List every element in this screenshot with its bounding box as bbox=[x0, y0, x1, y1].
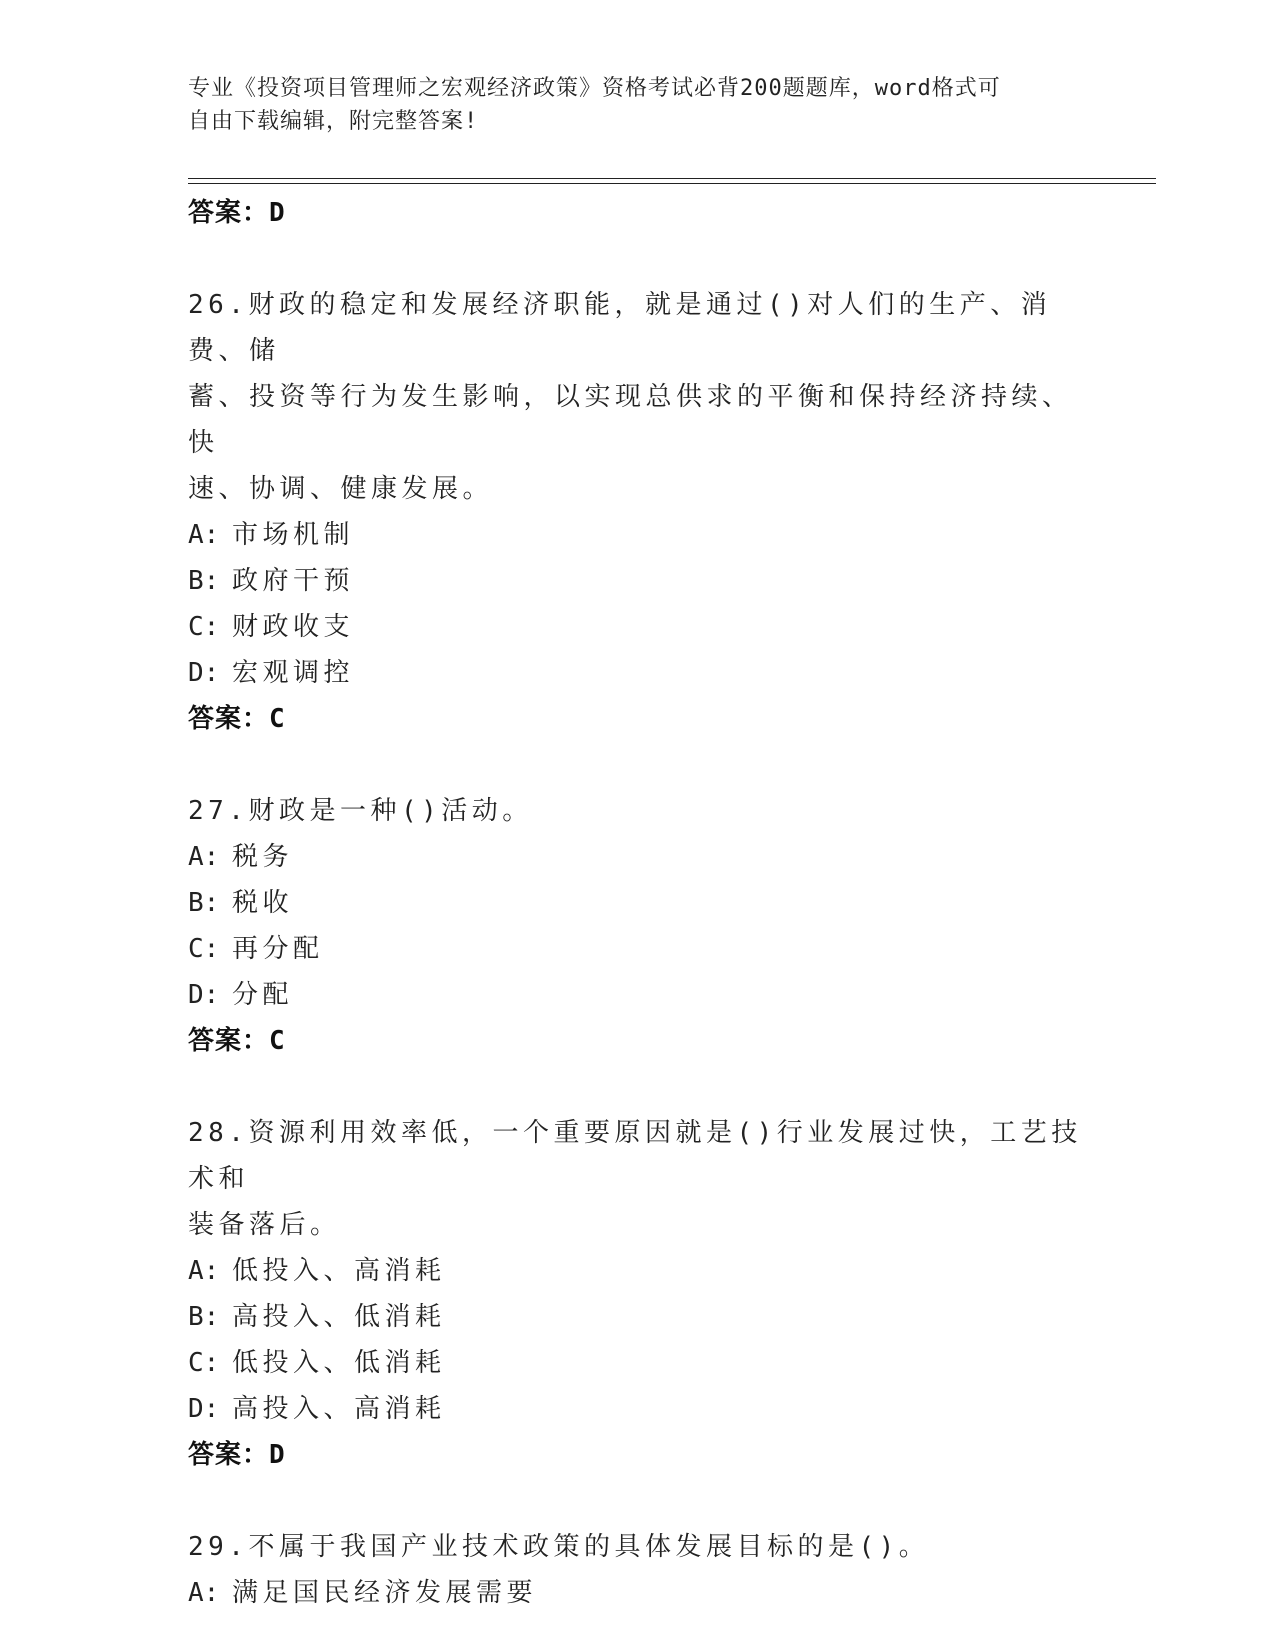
answer-line: 答案：D bbox=[188, 198, 286, 228]
option-key: B: bbox=[188, 888, 220, 918]
option-key: A: bbox=[188, 1578, 220, 1608]
option-c bbox=[188, 926, 1088, 972]
option-key: C: bbox=[188, 612, 220, 642]
question-26 bbox=[188, 282, 1088, 742]
option-b bbox=[188, 558, 1088, 604]
option-key: A: bbox=[188, 520, 220, 550]
option-d bbox=[188, 972, 1088, 1018]
option-text: 宏观调控 bbox=[232, 658, 355, 688]
option-a bbox=[188, 834, 1088, 880]
option-text: 满足国民经济发展需要 bbox=[232, 1578, 538, 1608]
stem-line: 速、协调、健康发展。 bbox=[188, 474, 494, 504]
option-key: A: bbox=[188, 842, 220, 872]
option-text: 财政收支 bbox=[232, 612, 355, 642]
question-29 bbox=[188, 1524, 1088, 1616]
option-key: C: bbox=[188, 934, 220, 964]
question-stem bbox=[188, 282, 1088, 512]
question-stem bbox=[188, 788, 1088, 834]
answer-line: 答案：C bbox=[188, 704, 286, 734]
answer-line: 答案：C bbox=[188, 1026, 286, 1056]
stem-line: 装备落后。 bbox=[188, 1210, 341, 1240]
option-text: 低投入、低消耗 bbox=[232, 1348, 446, 1378]
option-c bbox=[188, 604, 1088, 650]
option-text: 高投入、低消耗 bbox=[232, 1302, 446, 1332]
question-27 bbox=[188, 788, 1088, 1064]
option-text: 税务 bbox=[232, 842, 294, 872]
stem-line: 蓄、投资等行为发生影响，以实现总供求的平衡和保持经济持续、快 bbox=[188, 382, 1073, 458]
header-divider bbox=[188, 178, 1156, 184]
question-28 bbox=[188, 1110, 1088, 1478]
option-key: B: bbox=[188, 566, 220, 596]
header-line-2: 自由下载编辑，附完整答案! bbox=[188, 109, 479, 134]
option-a bbox=[188, 1570, 1088, 1616]
stem-line: 27.财政是一种()活动。 bbox=[188, 796, 533, 826]
option-c bbox=[188, 1340, 1088, 1386]
option-text: 税收 bbox=[232, 888, 294, 918]
stem-line: 29.不属于我国产业技术政策的具体发展目标的是()。 bbox=[188, 1532, 930, 1562]
option-b bbox=[188, 880, 1088, 926]
option-text: 高投入、高消耗 bbox=[232, 1394, 446, 1424]
option-key: D: bbox=[188, 1394, 220, 1424]
stem-line: 26.财政的稳定和发展经济职能，就是通过()对人们的生产、消费、储 bbox=[188, 290, 1052, 366]
option-text: 政府干预 bbox=[232, 566, 355, 596]
option-d bbox=[188, 650, 1088, 696]
option-text: 市场机制 bbox=[232, 520, 355, 550]
page-header bbox=[188, 72, 1088, 138]
option-text: 再分配 bbox=[232, 934, 324, 964]
question-stem bbox=[188, 1110, 1088, 1248]
question-list bbox=[188, 190, 1088, 1616]
option-key: D: bbox=[188, 980, 220, 1010]
option-text: 分配 bbox=[232, 980, 294, 1010]
option-d bbox=[188, 1386, 1088, 1432]
option-a bbox=[188, 512, 1088, 558]
answer-line: 答案：D bbox=[188, 1440, 286, 1470]
header-line-1: 专业《投资项目管理师之宏观经济政策》资格考试必背200题题库，word格式可 bbox=[188, 76, 1001, 101]
stem-line: 28.资源利用效率低，一个重要原因就是()行业发展过快，工艺技术和 bbox=[188, 1118, 1082, 1194]
option-b bbox=[188, 1294, 1088, 1340]
option-key: B: bbox=[188, 1302, 220, 1332]
option-key: A: bbox=[188, 1256, 220, 1286]
question-stem bbox=[188, 1524, 1088, 1570]
option-a bbox=[188, 1248, 1088, 1294]
option-key: C: bbox=[188, 1348, 220, 1378]
option-key: D: bbox=[188, 658, 220, 688]
option-text: 低投入、高消耗 bbox=[232, 1256, 446, 1286]
